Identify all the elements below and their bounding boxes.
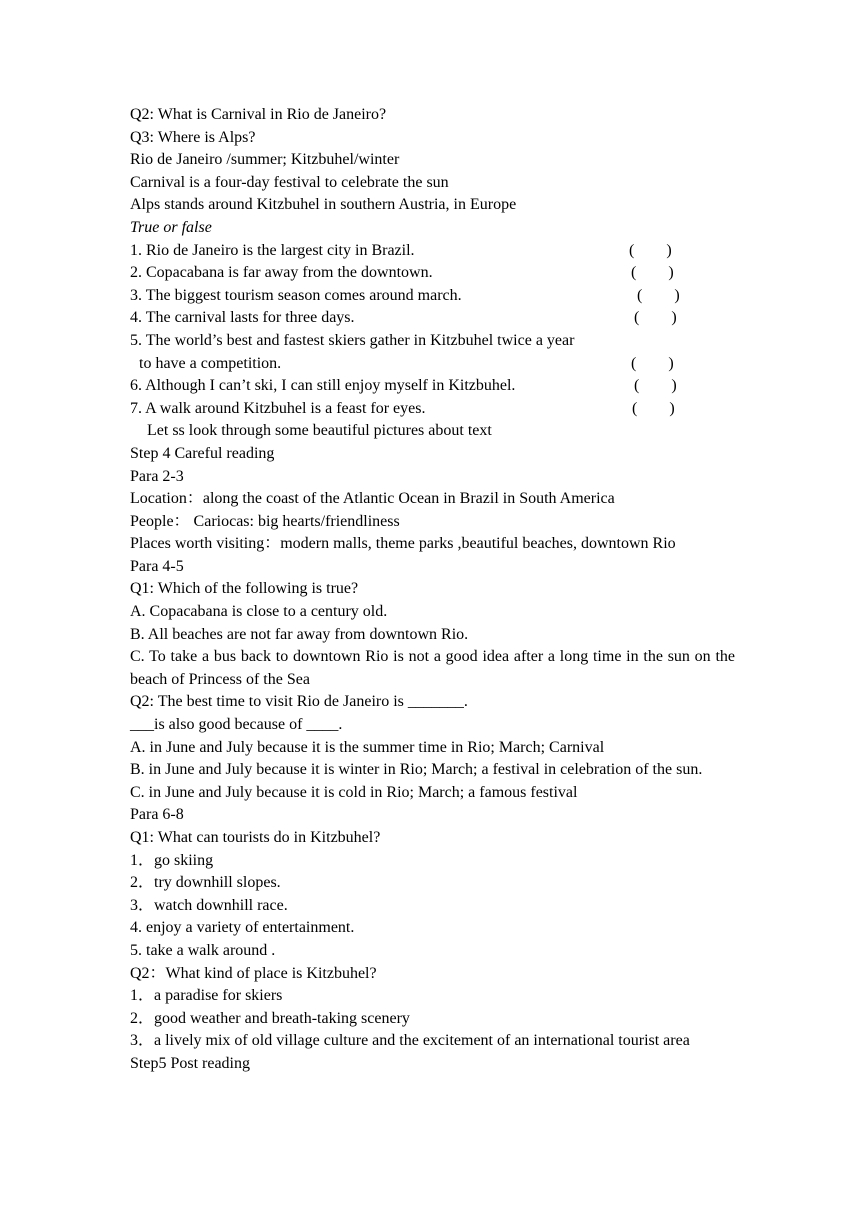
option-b: B. in June and July because it is winter in Rio; March; a festival in celebration of the sun. [130,761,703,779]
answer-blank: ( ) [634,309,677,327]
list-item: 3．watch downhill race. [130,896,288,914]
section-heading-true-false: True or false [130,218,212,236]
answer-blank: ( ) [631,264,674,282]
answer-line: Alps stands around Kitzbuhel in southern Austria, in Europe [130,196,517,214]
people-line: People： Cariocas: big hearts/friendliness [130,512,400,530]
question-q2-continued: ___is also good because of ____. [130,716,343,734]
list-item: 1．a paradise for skiers [130,987,283,1005]
tf-statement: 3. The biggest tourism season comes around march. [130,286,462,304]
question-q1: Q1: What can tourists do in Kitzbuhel? [130,829,381,846]
option-c: C. in June and July because it is cold in Rio; March; a famous festival [130,783,578,801]
question-q3: Q3: Where is Alps? [130,128,256,146]
tf-statement: 2. Copacabana is far away from the downtown. [130,264,433,282]
list-item: 3．a lively mix of old village culture and the excitement of an international tourist area [130,1032,690,1050]
option-a: A. Copacabana is close to a century old. [130,603,388,621]
tf-item-4 [130,307,735,330]
tf-item-5 [130,330,735,353]
answer-blank: ( ) [637,286,680,304]
step-heading: Step 4 Careful reading [130,444,275,462]
tf-item-1 [130,240,735,263]
tf-statement: to have a competition. [139,354,282,372]
list-item: 2．good weather and breath-taking scenery [130,1009,410,1027]
tf-item-6 [130,375,735,398]
option-c: C. To take a bus back to downtown Rio is not a good idea after a long time in the sun on the beach of Princess of the Sea [130,648,735,688]
list-item: 1．go skiing [130,851,214,869]
para-heading: Para 2-3 [130,467,184,485]
answer-line: Rio de Janeiro /summer; Kitzbuhel/winter [130,151,400,169]
option-b: B. All beaches are not far away from downtown Rio. [130,625,469,643]
answer-blank: ( ) [629,241,672,259]
tf-statement: 5. The world’s best and fastest skiers gather in Kitzbuhel twice a year [130,331,575,349]
answer-line: Carnival is a four-day festival to celebrate the sun [130,173,449,191]
step-heading: Step5 Post reading [130,1054,250,1072]
para-heading: Para 6-8 [130,806,184,824]
tf-item-5-continued [130,353,735,376]
answer-blank: ( ) [632,399,675,417]
tf-statement: 1. Rio de Janeiro is the largest city in Brazil. [130,241,415,259]
list-item: 5. take a walk around . [130,941,276,959]
tf-item-3 [130,285,735,308]
list-item: 2．try downhill slopes. [130,874,281,892]
places-line: Places worth visiting：modern malls, theme parks ,beautiful beaches, downtown Rio [130,535,676,553]
location-line: Location：along the coast of the Atlantic Ocean in Brazil in South America [130,490,615,508]
instruction-line: Let ss look through some beautiful pictures about text [147,422,492,440]
question-q1: Q1: Which of the following is true? [130,580,359,598]
tf-statement: 4. The carnival lasts for three days. [130,309,355,327]
question-q2: Q2：What kind of place is Kitzbuhel? [130,964,377,982]
question-q2: Q2: What is Carnival in Rio de Janeiro? [130,106,387,123]
answer-blank: ( ) [634,377,677,395]
tf-item-2 [130,262,735,285]
list-item: 4. enjoy a variety of entertainment. [130,919,355,937]
question-q2: Q2: The best time to visit Rio de Janeiro is _______. [130,693,468,711]
tf-item-7 [130,398,735,421]
para-heading: Para 4-5 [130,557,184,575]
document-body [130,104,735,1076]
answer-blank: ( ) [631,354,674,372]
tf-statement: 7. A walk around Kitzbuhel is a feast for eyes. [130,399,426,417]
tf-statement: 6. Although I can’t ski, I can still enjoy myself in Kitzbuhel. [130,377,516,395]
option-a: A. in June and July because it is the summer time in Rio; March; Carnival [130,738,605,756]
